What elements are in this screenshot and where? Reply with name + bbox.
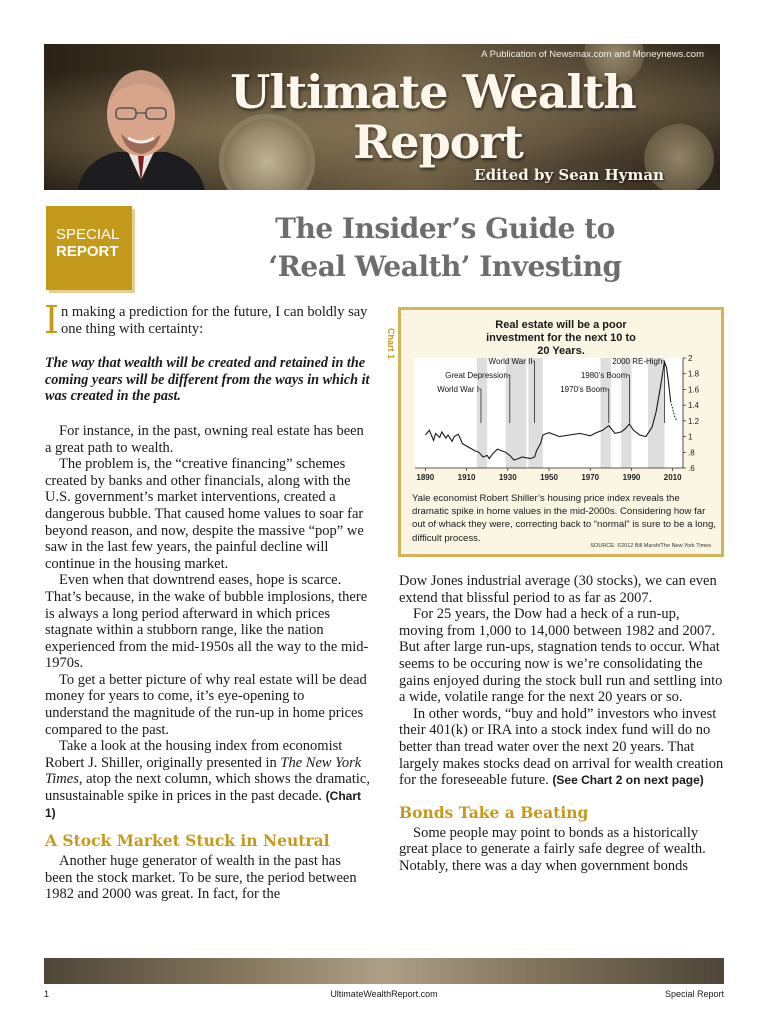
publication-note: A Publication of Newsmax.com and Moneynews.com xyxy=(481,49,704,60)
y-tick-label: 2 xyxy=(688,354,693,363)
intro-paragraph xyxy=(44,298,371,342)
annotation-label: World War II xyxy=(488,357,533,366)
body-paragraph: To get a better picture of why real estate will be dead money for years to come, it’s eye-opening to understand the magnitude of the run-up in home prices compared to the past. xyxy=(45,671,367,738)
body-paragraph: For 25 years, the Dow had a heck of a run-up, moving from 1,000 to 14,000 between 1982 and 2007. But after large run-ups, stagnation tends to occur. What seems to be occuring now is we’re consolidating the gains enjoyed during the stock bull run and settling into a wide, volatile range for the next 20 years or so. xyxy=(399,606,723,706)
y-tick-label: 1.8 xyxy=(688,369,700,379)
body-paragraph: Another huge generator of wealth in the past has been the stock market. To be sure, the period between 1982 and 2000 was great. In fact, for the xyxy=(45,853,357,903)
x-tick-label: 1950 xyxy=(540,473,558,482)
y-tick-label: .8 xyxy=(688,448,695,458)
drop-cap: I xyxy=(44,298,60,342)
x-tick-label: 1890 xyxy=(416,473,435,482)
body-text: , atop the next column, which shows the dramatic, unsustainable spike in prices in the past decade. xyxy=(45,771,370,805)
body-paragraph: Even when that downtrend eases, hope is scarce. That’s because, in the wake of bubble implosions, there is always a long period afterward in which prices stagnate within a stubborn range, like the nation experienced from the mid-1950s all the way to the mid-1970s. xyxy=(45,572,369,672)
pull-quote: The way that wealth will be created and retained in the coming years will be different from the ways in which it was created in the past. xyxy=(45,355,370,405)
chart-tab-label: Chart 1 xyxy=(386,328,396,360)
compass-image xyxy=(219,114,315,190)
chart-caption: Yale economist Robert Shiller’s housing price index reveals the dramatic spike in home values in the mid-2000s. Considering how far out of whack they were, correcting back to “normal” is sure to be a long, difficult process. xyxy=(412,493,716,544)
headline-line2: ‘Real Wealth’ Investing xyxy=(268,250,622,283)
intro-text: n making a prediction for the future, I can boldly say one thing with certainty: xyxy=(61,304,368,337)
y-tick-label: 1.6 xyxy=(688,385,700,395)
x-tick-label: 2010 xyxy=(663,473,682,482)
shaded-period xyxy=(528,358,542,468)
chart-title: Real estate will be a poor investment for the next 10 to 20 Years. xyxy=(486,319,636,357)
left-column xyxy=(44,298,371,903)
edited-by: Edited by Sean Hyman xyxy=(474,166,664,184)
masthead-title-line1: Ultimate Wealth xyxy=(230,65,636,119)
editor-portrait xyxy=(66,56,216,190)
right-column xyxy=(399,573,725,875)
body-paragraph xyxy=(399,706,725,789)
footer-band xyxy=(44,958,724,984)
x-tick-label: 1910 xyxy=(457,473,476,482)
x-tick-label: 1970 xyxy=(581,473,600,482)
x-tick-label: 1990 xyxy=(622,473,641,482)
headline-line1: The Insider’s Guide to xyxy=(275,212,615,245)
badge-line2: REPORT xyxy=(56,243,119,260)
body-paragraph: For instance, in the past, owning real estate has been a great path to wealth. xyxy=(45,422,364,456)
section-heading: A Stock Market Stuck in Neutral xyxy=(45,831,330,851)
y-tick-label: .6 xyxy=(688,464,695,473)
annotation-label: Great Depression xyxy=(445,371,508,380)
body-paragraph: Some people may point to bonds as a historically great place to generate a fairly safe degree of wealth. Notably, there was a day when government bonds xyxy=(399,824,706,874)
section-heading: Bonds Take a Beating xyxy=(399,802,589,822)
annotation-label: 1970’s Boom xyxy=(560,385,607,394)
masthead-banner xyxy=(44,44,720,190)
footer-site-link[interactable]: UltimateWealthReport.com xyxy=(330,989,438,999)
body-paragraph: Dow Jones industrial average (30 stocks), we can even extend that blissful period to as far as 2007. xyxy=(399,573,717,606)
annotation-label: World War I xyxy=(437,385,479,394)
article-headline xyxy=(210,210,680,286)
chart-reference: (Chart 1) xyxy=(45,789,361,820)
x-tick-label: 1930 xyxy=(498,473,517,482)
publication-name: The New York Times xyxy=(45,754,362,788)
masthead-title-line2: Report xyxy=(353,115,523,169)
footer-section: Special Report xyxy=(664,989,724,999)
annotation-label: 1980’s Boom xyxy=(580,371,628,380)
body-text: Take a look at the housing index from economist Robert J. Shiller, originally presented in xyxy=(45,738,343,771)
chart-panel xyxy=(398,307,724,557)
annotation-label: 2000 RE-High xyxy=(612,357,663,366)
badge-line1: SPECIAL xyxy=(56,226,120,243)
shaded-period xyxy=(506,358,527,468)
page-number: 1 xyxy=(44,989,50,999)
y-tick-label: 1 xyxy=(688,432,693,442)
body-paragraph xyxy=(45,738,371,821)
y-tick-label: 1.4 xyxy=(688,401,700,411)
page-footer xyxy=(44,989,724,1003)
chart-reference: (See Chart 2 on next page) xyxy=(552,773,704,788)
special-report-badge xyxy=(46,206,132,290)
body-text: In other words, “buy and hold” investors who invest their 401(k) or IRA into a stock index fund will do no better than tread water over the next 20 years. That largely makes stocks dead on arrival for wealth creation for the foreseeable future. xyxy=(399,705,724,789)
body-paragraph: The problem is, the “creative financing” schemes created by banks and other financials, along with the U.S. government’s market interventions, created a dangerous bubble. That caused home values to soar far beyond reason, and now, despite the massive “pop” we saw in the last few years, the painful decline will continue in the housing market. xyxy=(45,456,364,572)
y-tick-label: 1.2 xyxy=(688,416,700,426)
chart-source: SOURCE: ©2012 Bill Marsh/The New York Times xyxy=(590,543,711,549)
